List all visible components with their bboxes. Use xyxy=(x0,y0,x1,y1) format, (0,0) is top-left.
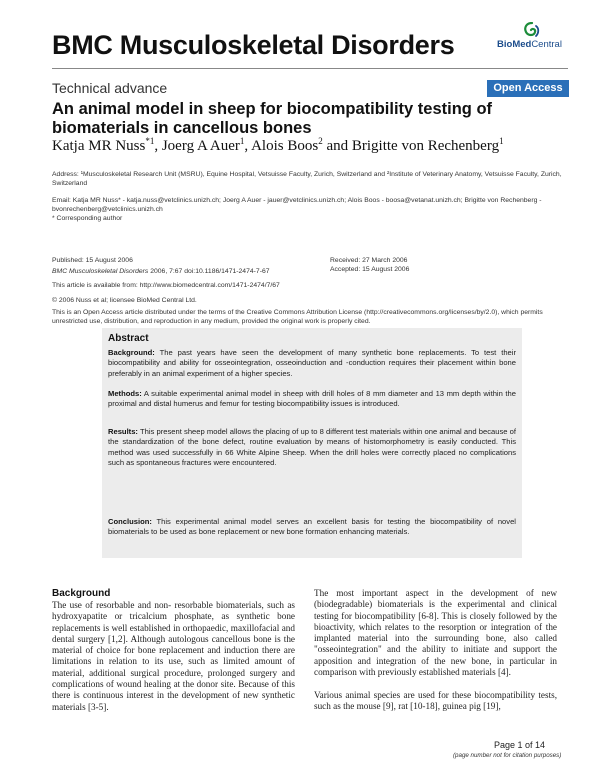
header-divider xyxy=(52,68,568,69)
abstract-methods: Methods: A suitable experimental animal model in sheep with drill holes of 8 mm diameter and 13 mm depth within the proximal and distal humerus and femur for testing biocompatibility issues is introduced. xyxy=(108,389,516,409)
author-name: Joerg A Auer xyxy=(161,138,240,154)
author-address: Address: ¹Musculoskeletal Research Unit (MSRU), Equine Hospital, Vetsuisse Faculty, Zurich, Switzerland and ²Institute of Veterinary Anatomy, Vetsuisse Faculty, Zurich, Switzerland xyxy=(52,171,562,187)
received-date: Received: 27 March 2006 xyxy=(330,257,408,264)
article-title: An animal model in sheep for biocompatibility testing of biomaterials in cancellous bones xyxy=(52,100,493,137)
author-name: Brigitte von Rechenberg xyxy=(351,138,500,154)
accepted-date: Accepted: 15 August 2006 xyxy=(330,266,410,273)
author-name: Alois Boos xyxy=(251,138,319,154)
corresponding-author-note: * Corresponding author xyxy=(52,215,123,222)
author-list: Katja MR Nuss$^{*1}$, Joerg A Auer$^1$, Alois Boos$^2$ and Brigitte von Rechenberg$^1$ xyxy=(52,136,504,154)
article-type: Technical advance xyxy=(52,80,168,96)
page-number-note: (page number not for citation purposes) xyxy=(453,752,562,759)
license-text: This is an Open Access article distributed under the terms of the Creative Commons Attribution License (http://creativecommons.org/licenses/by/2.0), which permits unrestricted use, distribution, and reproduction in any medium, provided the original work is properly cited. xyxy=(52,309,543,325)
article-url[interactable]: This article is available from: http://www.biomedcentral.com/1471-2474/7/67 xyxy=(52,282,280,289)
author-emails: Email: Katja MR Nuss* - katja.nuss@vetclinics.unizh.ch; Joerg A Auer - jauer@vetclinics.unizh.ch; Alois Boos - boosa@vetanat.unizh.ch; Brigitte von Rechenberg - bvonrechenberg@vetclinics.unizh.ch xyxy=(52,197,542,213)
body-text-left: The use of resorbable and non- resorbable biomaterials, such as hydroxyapatite or tricalcium phosphate, as synthetic bone replacements is well established in orthopaedic, maxillofacial and dental surgery [1,2]. Although autologous cancellous bone is the material of choice for bone replacement and induction there are limitations in relation to its use, such as limited amount of material, additional surgical procedure, prolonged surgery and complications of wound healing at the donor site. Because of this there is continuous interest in the development of new synthetic materials [3-5]. xyxy=(52,600,295,712)
published-date: Published: 15 August 2006 xyxy=(52,257,133,264)
publisher-name: BioMedCentral xyxy=(497,39,562,50)
biomedcentral-swirl-icon xyxy=(522,22,542,39)
abstract-results: Results: This present sheep model allows the placing of up to 8 different test materials within one animal and because of the standardization of the bone defect, routine evaluation by means of histomorphometry is easily conducted. This method was used successfully in 66 White Alpine Sheep. When the drill holes were correctly placed no complications such as spontaneous fractures were encountered. xyxy=(108,427,516,467)
journal-title: BMC Musculoskeletal Disorders xyxy=(52,30,455,60)
section-heading: Background xyxy=(52,588,111,599)
abstract-background: Background: The past years have seen the development of many synthetic bone replacements. To test their biocompatibility and ability for osseointegration, osseoinduction and -conduction requires their placement within bone preferably in an animal experiment of a higher species. xyxy=(108,348,516,378)
publisher-logo xyxy=(497,22,567,54)
body-text-right: Various animal species are used for these biocompatibility tests, such as the mouse [9], rat [10-18], guinea pig [19], xyxy=(314,690,557,712)
citation: BMC Musculoskeletal Disorders 2006, 7:67 doi:10.1186/1471-2474-7-67 xyxy=(52,268,270,275)
abstract-conclusion: Conclusion: This experimental animal model serves an excellent basis for testing the biocompatibility of novel biomaterials to be used as bone replacement or new bone formation enhancing materials. xyxy=(108,517,516,537)
page-number: Page 1 of 14 xyxy=(494,740,546,750)
open-access-badge: Open Access xyxy=(487,80,569,97)
abstract-heading: Abstract xyxy=(108,333,149,344)
body-text-right: The most important aspect in the development of new (biodegradable) biomaterials is the experimental and clinical testing for biocompatibility [6-8]. This is closely followed by the bioactivity, which relates to the resorption or integration of the implanted material into the surrounding bone, also called "osseointegration" and the ability to initiate and support the apposition and integration of the new bone, in particular in comparison with previously established materials [4]. xyxy=(314,588,557,678)
author-name: Katja MR Nuss xyxy=(52,138,146,154)
copyright: © 2006 Nuss et al; licensee BioMed Central Ltd. xyxy=(52,297,197,304)
